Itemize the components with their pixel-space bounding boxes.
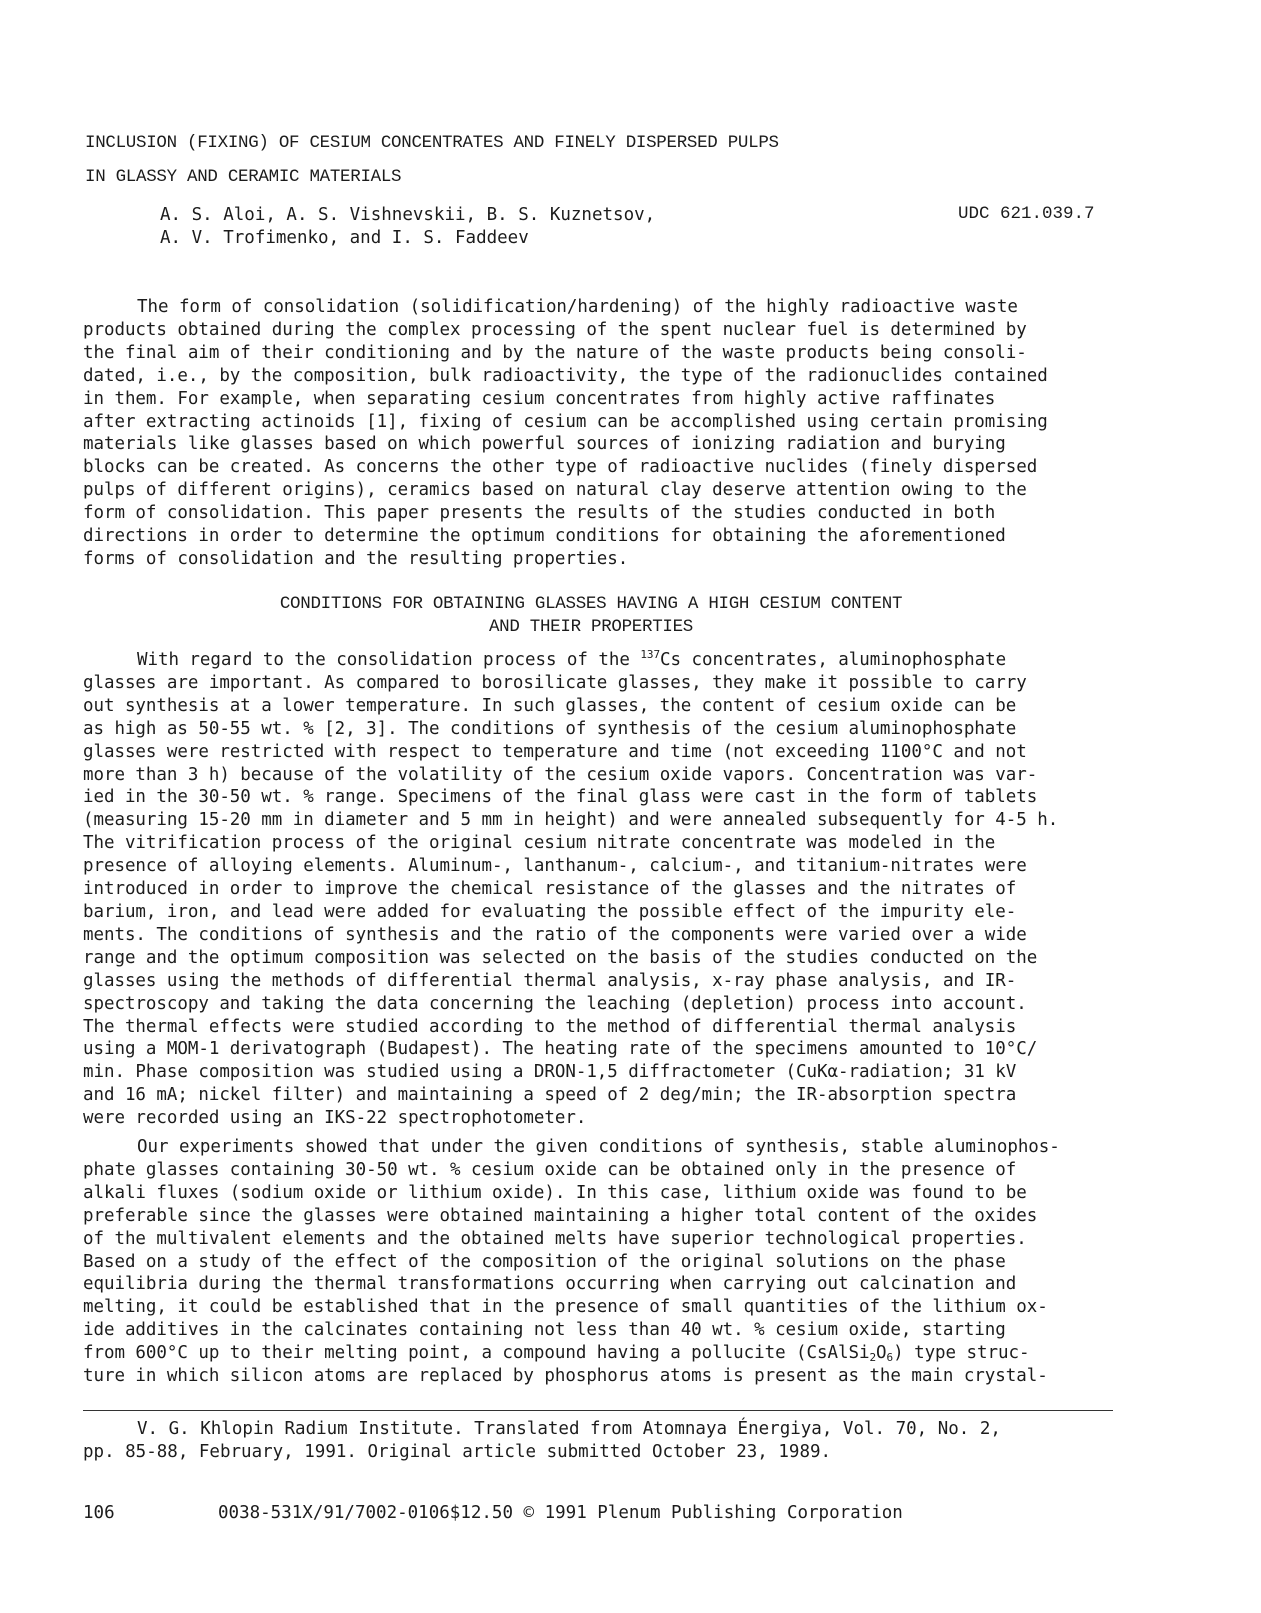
paragraph-line: ied in the 30-50 wt. % range. Specimens of the final glass were cast in the form of tablets [83,787,1038,808]
formula-subscript: 6 [886,1351,894,1365]
paragraph-line: the final aim of their conditioning and by the nature of the waste products being consoli- [83,342,1027,363]
paragraph-line: using a MOM-1 derivatograph (Budapest). The heating rate of the specimens amounted to 10°C/ [83,1039,1038,1060]
section-heading [83,593,1099,639]
footnote [83,1418,1128,1464]
paragraph-line: out synthesis at a lower temperature. In such glasses, the content of cesium oxide can be [83,695,1017,716]
paragraph-line: as high as 50-55 wt. % [2, 3]. The conditions of synthesis of the cesium aluminophosphate [83,718,1017,739]
paragraph-line: range and the optimum composition was selected on the basis of the studies conducted on the [83,947,1038,968]
paragraph-line: forms of consolidation and the resulting properties. [83,548,629,569]
paragraph-line: from 600°C up to their melting point, a compound having a pollucite $(CsAlSi_2O_6)$ type struc- [83,1343,1030,1365]
paragraph-line: The form of consolidation (solidification/hardening) of the highly radioactive waste [137,297,1018,317]
paragraph-line: blocks can be created. As concerns the other type of radioactive nuclides (finely dispersed [83,457,1038,478]
paragraph-line: equilibria during the thermal transformations occurring when carrying out calcination and [83,1274,1017,1295]
paragraph-line: glasses are important. As compared to borosilicate glasses, they make it possible to carry [83,672,1027,693]
article-title [85,126,1085,194]
paragraph-line: and 16 mA; nickel filter) and maintaining a speed of 2 deg/min; the IR-absorption spectra [83,1085,1017,1106]
paragraph-line: were recorded using an IKS-22 spectrophotometer. [83,1108,587,1129]
paragraph-line: after extracting actinoids [1], fixing of cesium can be accomplished using certain promising [83,411,1048,432]
page-number: 106 [83,1503,115,1523]
paragraph-line: ture in which silicon atoms are replaced by phosphorus atoms is present as the main crystal- [83,1366,1048,1387]
footnote-line-2: pp. 85-88, February, 1991. Original article submitted October 23, 1989. [83,1441,832,1462]
footnote-divider [83,1410,1113,1411]
paragraph-line: ments. The conditions of synthesis and the ratio of the components were varied over a wide [83,924,1027,945]
paragraph-line: products obtained during the complex processing of the spent nuclear fuel is determined by [83,319,1027,340]
paragraph-line: introduced in order to improve the chemical resistance of the glasses and the nitrates of [83,879,1017,900]
copyright-line: 0038-531X/91/7002-0106$12.50 © 1991 Plenum Publishing Corporation [218,1503,903,1523]
udc-code: UDC 621.039.7 [958,204,1095,224]
paragraph-line: min. Phase composition was studied using a DRON-1,5 diffractometer (CuKα-radiation; 31 kV [83,1062,1017,1083]
title-line-1: INCLUSION (FIXING) OF CESIUM CONCENTRATES AND FINELY DISPERSED PULPS [85,133,779,153]
paragraph-line: melting, it could be established that in the presence of small quantities of the lithium ox- [83,1297,1048,1318]
formula-subscript: 2 [869,1351,877,1365]
section-heading-line-1: CONDITIONS FOR OBTAINING GLASSES HAVING A HIGH CESIUM CONTENT [279,594,903,614]
paragraph-line: directions in order to determine the optimum conditions for obtaining the aforementioned [83,526,1006,547]
section-heading-line-2: AND THEIR PROPERTIES [488,617,694,637]
paragraph-line: pulps of different origins), ceramics based on natural clay deserve attention owing to the [83,480,1027,501]
paragraph-line: of the multivalent elements and the obtained melts have superior technological properties. [83,1228,1027,1249]
paragraph-line: dated, i.e., by the composition, bulk radioactivity, the type of the radionuclides contained [83,365,1048,386]
author-list [160,204,655,250]
paragraph-line: alkali fluxes (sodium oxide or lithium oxide). In this case, lithium oxide was found to be [83,1182,1027,1203]
paragraph-line: form of consolidation. This paper presents the results of the studies conducted in both [83,503,996,524]
paragraph-line: preferable since the glasses were obtained maintaining a higher total content of the oxides [83,1205,1038,1226]
paragraph-line: ide additives in the calcinates containing not less than 40 wt. % cesium oxide, starting [83,1320,1006,1341]
paragraph-line: barium, iron, and lead were added for evaluating the possible effect of the impurity ele- [83,901,1017,922]
paragraph-line: spectroscopy and taking the data concerning the leaching (depletion) process into account. [83,993,1027,1014]
body-paragraph-experiments [83,1136,1128,1388]
body-paragraph-synthesis [83,649,1128,1130]
paragraph-line: presence of alloying elements. Aluminum-, lanthanum-, calcium-, and titanium-nitrates were [83,856,1027,877]
paragraph-line: phate glasses containing 30-50 wt. % cesium oxide can be obtained only in the presence of [83,1159,1017,1180]
title-line-2: IN GLASSY AND CERAMIC MATERIALS [85,167,402,187]
footnote-line-1: V. G. Khlopin Radium Institute. Translated from Atomnaya Énergiya, Vol. 70, No. 2, [137,1419,1001,1439]
paragraph-line: Based on a study of the effect of the composition of the original solutions on the phase [83,1251,1006,1272]
abstract-paragraph [83,296,1128,571]
paragraph-line: Our experiments showed that under the given conditions of synthesis, stable aluminophos- [137,1137,1060,1157]
paragraph-line: (measuring 15-20 mm in diameter and 5 mm in height) and were annealed subsequently for 4-5 h. [83,810,1059,831]
authors-line-1: A. S. Aloi, A. S. Vishnevskii, B. S. Kuznetsov, [160,205,656,225]
paragraph-line: in them. For example, when separating cesium concentrates from highly active raffinates [83,388,996,409]
authors-line-2: A. V. Trofimenko, and I. S. Faddeev [160,228,529,248]
paragraph-line: With regard to the consolidation process of the $^{137}$Cs concentrates, aluminophosphate [137,648,1007,670]
paragraph-line: The vitrification process of the original cesium nitrate concentrate was modeled in the [83,833,996,854]
paragraph-line: glasses were restricted with respect to temperature and time (not exceeding 1100°C and not [83,741,1027,762]
paragraph-line: more than 3 h) because of the volatility of the cesium oxide vapors. Concentration was var- [83,764,1038,785]
paragraph-line: glasses using the methods of differential thermal analysis, x-ray phase analysis, and IR- [83,970,1017,991]
paragraph-line: The thermal effects were studied according to the method of differential thermal analysis [83,1016,1017,1037]
paragraph-line: materials like glasses based on which powerful sources of ionizing radiation and burying [83,434,1006,455]
isotope-superscript: 137 [640,648,661,661]
